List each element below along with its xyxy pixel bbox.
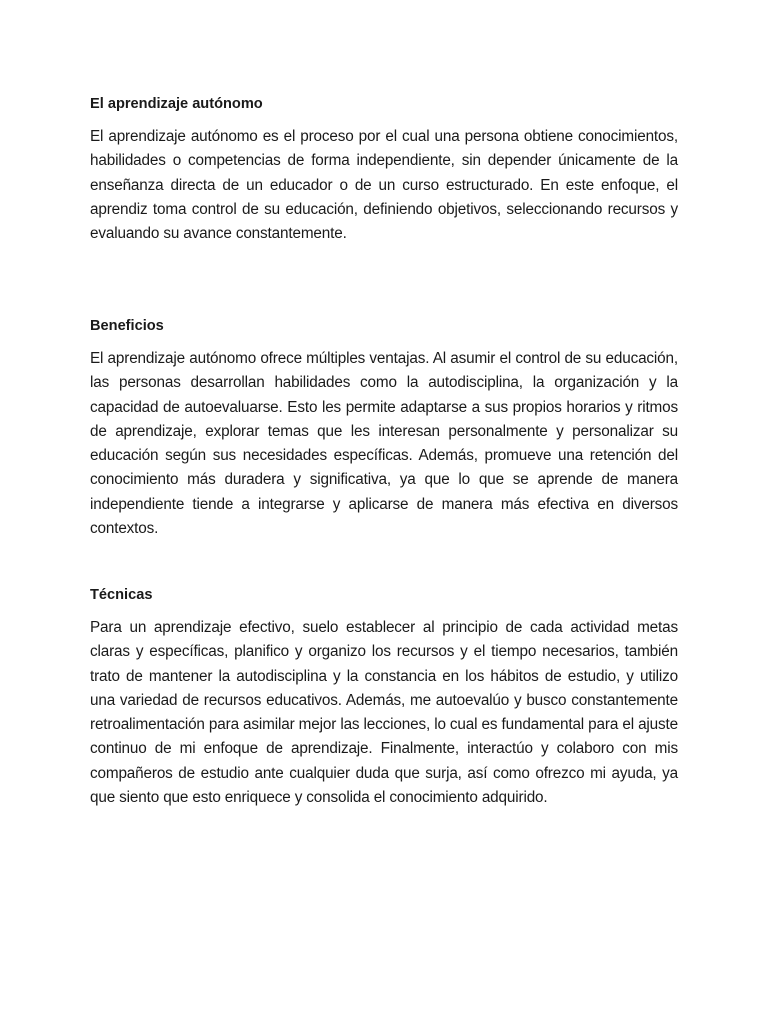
section-paragraph: El aprendizaje autónomo es el proceso por el cual una persona obtiene conocimientos, habilidades o competencias de forma independiente, sin depender únicamente de la enseñanza directa de un educador o de un curso estructurado. En este enfoque, el aprendiz toma control de su educación, definiendo objetivos, seleccionando recursos y evaluando su avance constantemente. [90,128,678,243]
section-beneficios [90,316,678,541]
section-heading: Técnicas [90,587,153,603]
section-tecnicas [90,585,678,810]
section-paragraph: Para un aprendizaje efectivo, suelo establecer al principio de cada actividad metas claras y específicas, planifico y organizo los recursos y el tiempo necesarios, también trato de mantener la autodisciplina y la constancia en los hábitos de estudio, y utilizo una variedad de recursos educativos. Además, me autoevalúo y busco constantemente retroalimentación para asimilar mejor las lecciones, lo cual es fundamental para el ajuste continuo de mi enfoque de aprendizaje. Finalmente, interactúo y colaboro con mis compañeros de estudio ante cualquier duda que surja, así como ofrezco mi ayuda, ya que siento que esto enriquece y consolida el conocimiento adquirido. [90,619,678,807]
section-paragraph: El aprendizaje autónomo ofrece múltiples ventajas. Al asumir el control de su educación, las personas desarrollan habilidades como la autodisciplina, la organización y la capacidad de autoevaluarse. Esto les permite adaptarse a sus propios horarios y ritmos de aprendizaje, explorar temas que les interesan personalmente y personalizar su educación según sus necesidades específicas. Además, promueve una retención del conocimiento más duradera y significativa, ya que lo que se aprende de manera independiente tiende a integrarse y aplicarse de manera más efectiva en diversos contextos. [90,350,678,538]
section-heading: Beneficios [90,318,164,334]
section-aprendizaje-autonomo [90,94,678,246]
section-heading: El aprendizaje autónomo [90,96,263,112]
